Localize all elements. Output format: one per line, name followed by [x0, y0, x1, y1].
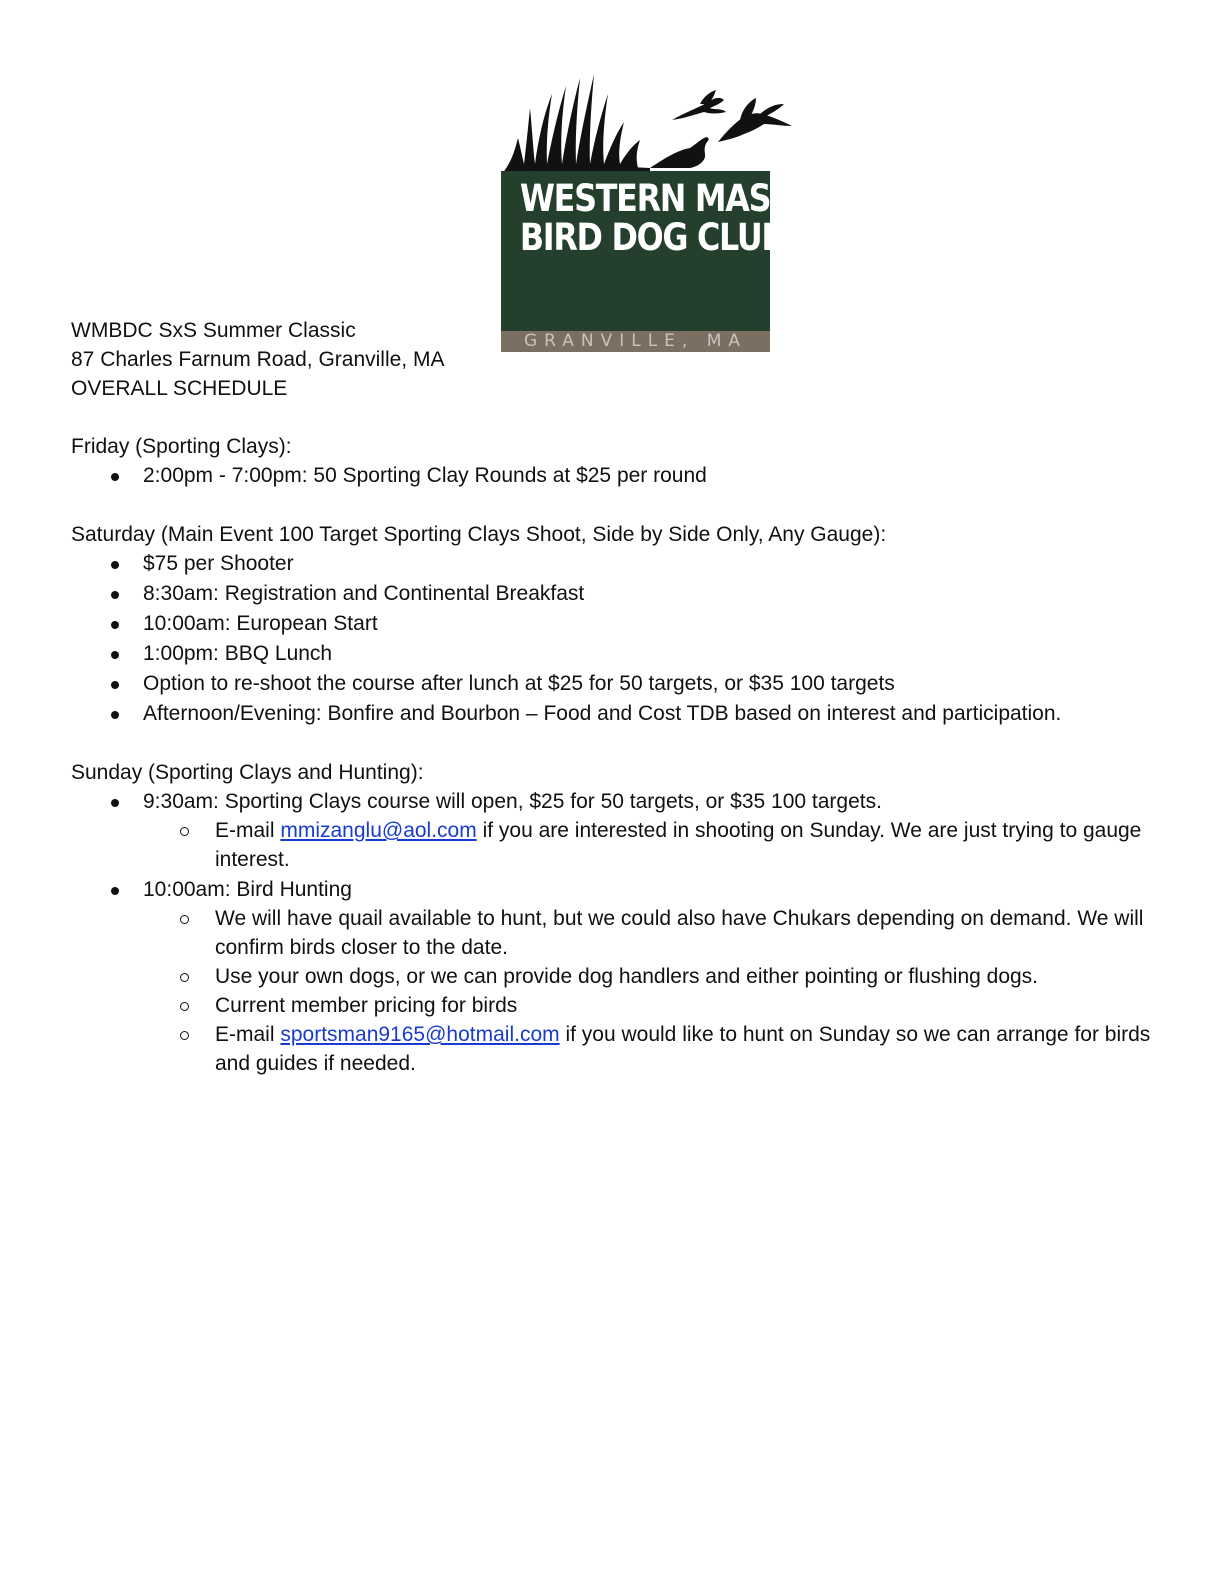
- list-item: [71, 787, 1161, 874]
- saturday-title: Saturday (Main Event 100 Target Sporting Clays Shoot, Side by Side Only, Any Gauge):: [71, 523, 887, 546]
- schedule-heading: OVERALL SCHEDULE: [71, 377, 288, 400]
- sunday-hunt-text: 10:00am: Bird Hunting: [143, 878, 352, 901]
- logo-line-1: WESTERN MASS: [519, 177, 791, 220]
- list-item: 1:00pm: BBQ Lunch: [71, 639, 1161, 668]
- list-item: Afternoon/Evening: Bonfire and Bourbon – Food and Cost TDB based on interest and participation.: [71, 699, 1161, 728]
- list-item: 8:30am: Registration and Continental Breakfast: [71, 579, 1161, 608]
- list-item: [71, 875, 1161, 1078]
- clays-email-link[interactable]: mmizanglu@aol.com: [280, 819, 477, 842]
- email-prefix: E-mail: [215, 1023, 281, 1046]
- logo-location: GRANVILLE, MA: [501, 331, 770, 352]
- sublist-item: [143, 1020, 1161, 1078]
- friday-title: Friday (Sporting Clays):: [71, 435, 292, 458]
- club-logo: [500, 68, 800, 351]
- list-item: Option to re-shoot the course after lunch at $25 for 50 targets, or $35 100 targets: [71, 669, 1161, 698]
- sunday-hunt-sublist: [143, 904, 1161, 1078]
- hunt-email-link[interactable]: sportsman9165@hotmail.com: [280, 1023, 560, 1046]
- list-item: 10:00am: European Start: [71, 609, 1161, 638]
- event-address: 87 Charles Farnum Road, Granville, MA: [71, 348, 445, 371]
- list-item: 2:00pm - 7:00pm: 50 Sporting Clay Rounds at $25 per round: [71, 461, 1161, 490]
- email-prefix: E-mail: [215, 819, 281, 842]
- sunday-clays-text: 9:30am: Sporting Clays course will open, $25 for 50 targets, or $35 100 targets.: [143, 790, 882, 813]
- event-name: WMBDC SxS Summer Classic: [71, 319, 356, 342]
- sublist-item: We will have quail available to hunt, but we could also have Chukars depending on demand. We will confirm birds closer to the date.: [143, 904, 1161, 962]
- logo-line-2: BIRD DOG CLUB: [519, 216, 785, 259]
- schedule-body: [71, 316, 1161, 1079]
- sunday-list: [71, 787, 1161, 1078]
- grass-and-pheasants-icon: [500, 68, 800, 178]
- sublist-item: Current member pricing for birds: [143, 991, 1161, 1020]
- sunday-title: Sunday (Sporting Clays and Hunting):: [71, 761, 424, 784]
- list-item: $75 per Shooter: [71, 549, 1161, 578]
- sublist-item: Use your own dogs, or we can provide dog handlers and either pointing or flushing dogs.: [143, 962, 1161, 991]
- friday-list: [71, 461, 1161, 490]
- saturday-list: [71, 549, 1161, 728]
- sublist-item: [143, 816, 1161, 874]
- sunday-clays-sublist: [143, 816, 1161, 874]
- logo-plate: [501, 171, 791, 331]
- email-suffix: if you would like to hunt on Sunday so we can arrange for birds and guides if needed.: [215, 1023, 1151, 1075]
- email-suffix: if you are interested in shooting on Sunday. We are just trying to gauge interest.: [215, 819, 1142, 871]
